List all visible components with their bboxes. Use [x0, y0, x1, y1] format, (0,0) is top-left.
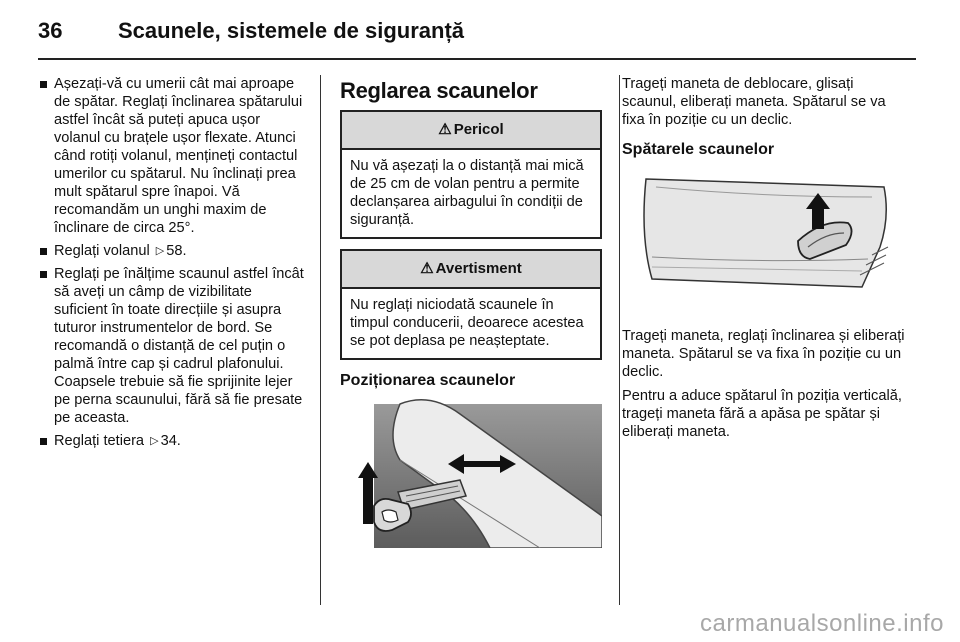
bullet-square-icon: [40, 248, 47, 255]
page-header: [38, 14, 918, 54]
page-number: 36: [38, 18, 63, 43]
list-item: Așezați-vă cu umerii cât mai aproape de spătar. Reglați înclinarea spătarului astfel încât să puteți apuca ușor volanul cu brațele ușor flexate. Atunci când rotiți volanul, mențineți contactul umerilor cu spătarul. Nu înclinați prea mult spătarul spre înapoi. Vă recomandăm un unghi maxim de înclinare de circa 25°.: [38, 75, 304, 237]
paragraph: Pentru a aduce spătarul în poziția verticală, trageți maneta fără a apăsa pe spătar și eliberați maneta.: [622, 388, 902, 440]
bullet-square-icon: [40, 271, 47, 278]
warning-triangle-icon: ⚠: [438, 121, 452, 138]
bullet-list: [38, 75, 304, 450]
section-title: Reglarea scaunelor: [340, 78, 538, 103]
paragraph: Trageți maneta, reglați înclinarea și eliberați maneta. Spătarul se va fixa în poziție cu un declic.: [622, 328, 905, 380]
seat-position-illustration: [340, 398, 602, 548]
bullet-square-icon: [40, 438, 47, 445]
page-title: Scaunele, sistemele de siguranță: [118, 18, 465, 43]
arrow-triangle-icon: ▷: [150, 435, 159, 447]
column-1: [38, 75, 304, 455]
warning-box: [340, 249, 602, 360]
list-item: Reglați tetiera ▷ 34.: [38, 432, 304, 450]
seatback-illustration: [622, 167, 906, 307]
warning-heading: ⚠ Avertisment: [342, 251, 600, 289]
page-reference[interactable]: 58.: [166, 243, 187, 259]
warning-triangle-icon: ⚠: [420, 260, 434, 277]
column-3: [622, 75, 906, 447]
arrow-triangle-icon: ▷: [155, 245, 165, 257]
warning-text: Nu reglați niciodată scaunele în timpul conducerii, deoarece acestea se pot deplasa pe neașteptate.: [350, 297, 584, 349]
danger-box: [340, 110, 602, 239]
list-item: Reglați volanul ▷ 58.: [38, 242, 304, 260]
page-reference[interactable]: 34.: [160, 433, 181, 449]
bullet-square-icon: [40, 81, 47, 88]
subsection-title: Spătarele scaunelor: [622, 141, 775, 158]
column-divider: [619, 75, 620, 605]
column-divider: [320, 75, 321, 605]
header-rule: [38, 58, 916, 60]
subsection-title: Poziționarea scaunelor: [340, 372, 516, 389]
danger-heading: ⚠ Pericol: [342, 112, 600, 150]
list-item: Reglați pe înălțime scaunul astfel încât să aveți un câmp de vizibilitate suficient în toate direcțiile și asupra tuturor instrumentelor de bord. Se recomandă o distanță de cel puțin o palmă între cap și cadrul plafonului. Coapsele trebuie să fie sprijinite lejer pe perna scaunului, fără să fie presate pe aceasta.: [38, 265, 304, 427]
column-2: [340, 75, 602, 548]
paragraph: Trageți maneta de deblocare, glisați scaunul, eliberați maneta. Spătarul se va fixa în poziție cu un declic.: [622, 76, 886, 128]
watermark: carmanualsonline.info: [700, 610, 944, 637]
danger-text: Nu vă așezați la o distanță mai mică de 25 cm de volan pentru a permite declanșarea airbagului în condiții de siguranță.: [350, 158, 584, 228]
